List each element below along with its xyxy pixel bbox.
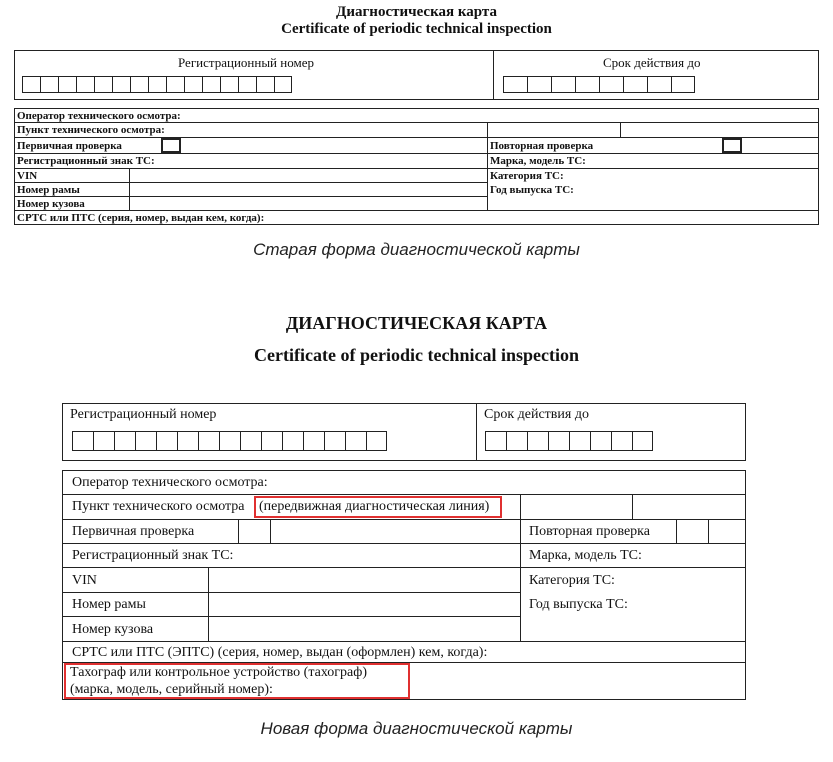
new-valid-until-cells[interactable]: [485, 431, 653, 451]
new-body-number-label: Номер кузова: [72, 622, 154, 637]
new-primary-check-label: Первичная проверка: [72, 524, 195, 539]
old-primary-check-label: Первичная проверка: [17, 140, 122, 152]
old-srts-label: СРТС или ПТС (серия, номер, выдан кем, когда):: [17, 212, 265, 224]
old-valid-until-cells[interactable]: [503, 76, 695, 93]
old-vin-label: VIN: [17, 170, 38, 182]
old-valid-until-label: Срок действия до: [603, 55, 701, 70]
old-category-label: Категория ТС:: [490, 170, 564, 182]
new-frame-number-label: Номер рамы: [72, 597, 146, 612]
new-vin-label: VIN: [72, 573, 97, 588]
old-reg-number-label: Регистрационный номер: [178, 55, 314, 70]
new-tacho-label-line1: Тахограф или контрольное устройство (тахограф): [70, 665, 367, 680]
new-reg-sign-label: Регистрационный знак ТС:: [72, 548, 234, 563]
new-reg-number-cells[interactable]: [72, 431, 387, 451]
old-point-label: Пункт технического осмотра:: [17, 124, 165, 136]
new-title-ru: ДИАГНОСТИЧЕСКАЯ КАРТА: [285, 313, 548, 333]
new-point-label: Пункт технического осмотра: [72, 499, 245, 514]
new-repeat-check-checkbox[interactable]: [677, 520, 708, 542]
new-srts-label: СРТС или ПТС (ЭПТС) (серия, номер, выдан (оформлен) кем, когда):: [72, 645, 488, 660]
old-repeat-check-label: Повторная проверка: [490, 140, 594, 152]
new-primary-check-checkbox[interactable]: [239, 520, 270, 542]
new-year-label: Год выпуска ТС:: [529, 597, 628, 612]
new-point-highlight-label: (передвижная диагностическая линия): [259, 499, 490, 514]
new-title-en: Certificate of periodic technical inspection: [254, 345, 579, 365]
old-make-model-label: Марка, модель ТС:: [490, 155, 586, 167]
new-operator-label: Оператор технического осмотра:: [72, 475, 268, 490]
old-reg-sign-label: Регистрационный знак ТС:: [17, 155, 155, 167]
old-title-ru: Диагностическая карта: [336, 4, 497, 20]
new-reg-number-label: Регистрационный номер: [70, 407, 217, 422]
old-repeat-check-checkbox[interactable]: [722, 138, 742, 153]
old-form-caption: Старая форма диагностической карты: [253, 240, 580, 259]
old-frame-number-label: Номер рамы: [17, 184, 80, 196]
old-title-en: Certificate of periodic technical inspection: [281, 21, 552, 37]
new-form-caption: Новая форма диагностической карты: [260, 719, 573, 738]
new-tacho-label-line2: (марка, модель, серийный номер):: [70, 682, 273, 697]
old-body-number-label: Номер кузова: [17, 198, 85, 210]
new-make-model-label: Марка, модель ТС:: [529, 548, 642, 563]
old-primary-check-checkbox[interactable]: [161, 138, 181, 153]
new-valid-until-label: Срок действия до: [484, 407, 589, 422]
new-category-label: Категория ТС:: [529, 573, 615, 588]
old-year-label: Год выпуска ТС:: [490, 184, 574, 196]
new-repeat-check-label: Повторная проверка: [529, 524, 650, 539]
old-reg-number-cells[interactable]: [22, 76, 292, 93]
old-operator-label: Оператор технического осмотра:: [17, 110, 181, 122]
